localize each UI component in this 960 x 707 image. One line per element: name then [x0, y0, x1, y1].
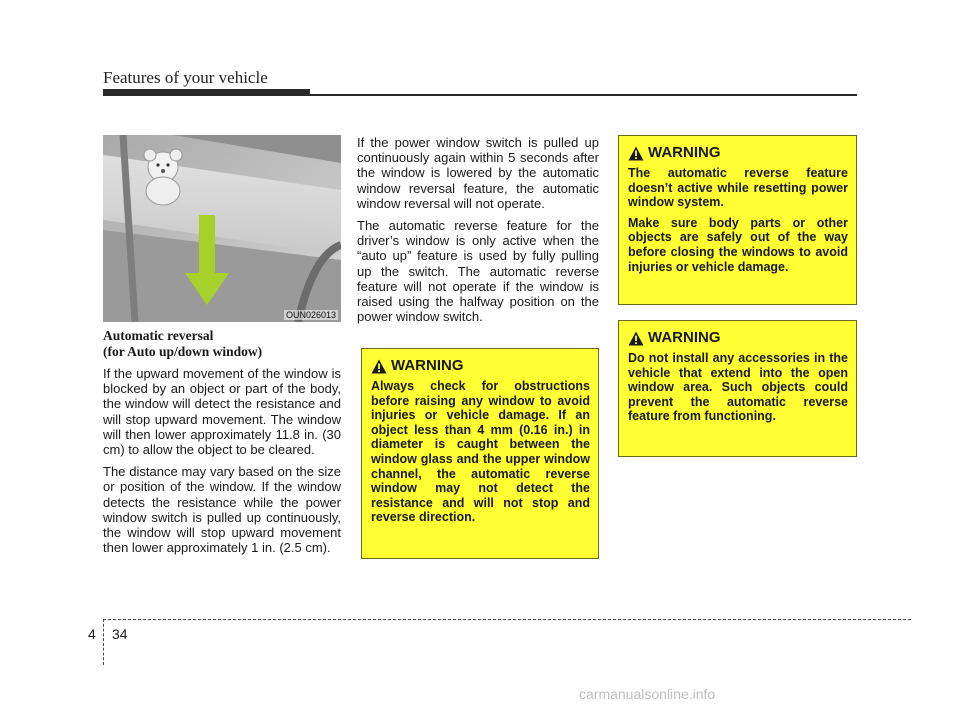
body-paragraph: The automatic reverse feature for the driver’s window is only active when the “auto up” feature is used by fully pulling up the switch. The automatic reverse feature will not operate if the window is raised using the halfway position on the power window switch.	[357, 218, 599, 325]
window-photo	[103, 135, 341, 322]
footer-rule	[103, 619, 911, 620]
window-illustration	[103, 135, 341, 322]
header-rule	[103, 94, 857, 96]
column-two	[357, 135, 599, 331]
body-paragraph: If the power window switch is pulled up continuously again within 5 seconds after the window is lowered by the automatic window reversal feature, the automatic window reversal will not operate.	[357, 135, 599, 211]
section-heading	[103, 328, 341, 360]
body-paragraph: The distance may vary based on the size or position of the window. If the window detects the resistance while the power window switch is pulled up continuously, the window will stop upward movement then lower approximately 1 in. (2.5 cm).	[103, 464, 341, 556]
warning-triangle-icon	[628, 331, 644, 346]
figure-code: OUN026013	[285, 310, 336, 320]
heading-line-2: (for Auto up/down window)	[103, 344, 263, 359]
footer-divider	[103, 619, 104, 665]
page-number: 34	[112, 626, 128, 642]
body-paragraph: If the upward movement of the window is blocked by an object or part of the body, the window will detect the resistance and will stop upward movement. The window will then lower approximately 11.8 in. (30 cm) to allow the object to be cleared.	[103, 366, 341, 458]
watermark: carmanualsonline.info	[579, 686, 716, 702]
section-number: 4	[88, 626, 96, 642]
warning-text: Make sure body parts or other objects are safely out of the way before closing the windows to avoid injuries or vehicle damage.	[628, 215, 848, 274]
warning-title: WARNING	[391, 357, 464, 374]
heading-line-1: Automatic reversal	[103, 328, 214, 343]
warning-box-obstructions	[361, 348, 599, 559]
warning-text: Do not install any accessories in the vehicle that extend into the open window area. Such objects could prevent the automatic reverse feature from functioning.	[628, 351, 848, 424]
warning-box-reset	[618, 135, 857, 305]
column-one	[103, 328, 341, 562]
warning-text: Always check for obstructions before raising any window to avoid injuries or vehicle damage. If an object less than 4 mm (0.16 in.) in diameter is caught between the window glass and the upper window channel, the automatic reverse window may not detect the resistance and will not stop and reverse direction.	[371, 379, 590, 525]
warning-box-accessories	[618, 320, 857, 457]
warning-triangle-icon	[628, 146, 644, 161]
warning-title: WARNING	[648, 144, 721, 161]
warning-title: WARNING	[648, 329, 721, 346]
warning-triangle-icon	[371, 359, 387, 374]
page-header-title: Features of your vehicle	[103, 68, 268, 87]
warning-text: The automatic reverse feature doesn’t active while resetting power window system.	[628, 166, 848, 210]
